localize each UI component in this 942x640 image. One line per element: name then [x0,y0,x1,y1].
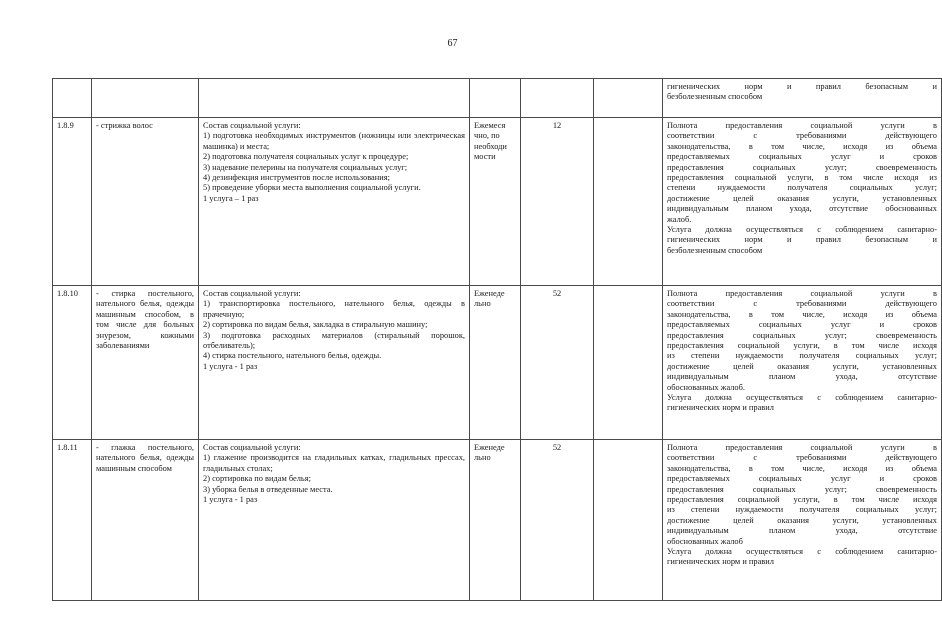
quality-line: индивидуальным планом ухода, отсутствие [667,372,937,382]
service-count: 52 [552,289,562,298]
quality-line: предоставляемых социальных услуг и сроков [667,320,937,330]
service-quality-cell [663,440,942,601]
service-content-line: 2) сортировка по видам белья; [203,474,311,484]
service-number-cell [53,286,92,440]
service-number-cell [53,440,92,601]
quality-line: безболезненным способом [667,92,763,102]
quality-line: достижение целей оказания услуги, установленных [667,193,937,203]
service-count-cell [521,440,594,601]
quality-line: соответствии с требованиями действующего [667,453,937,463]
quality-line: предоставления социальной услуги, в том числе исходя из [667,173,937,183]
service-quality-cell [663,286,942,440]
service-name: - глажка постельного, нательного белья, одежды машинным способом [96,443,194,473]
table-row [53,440,942,601]
service-content-line: 1 услуга - 1 раз [203,495,258,505]
service-number: 1.8.10 [57,289,78,298]
service-period-line: необходи [474,141,507,151]
service-number-cell [53,118,92,286]
service-number: 1.8.11 [57,443,78,452]
service-period-line: Еженеде [474,289,505,298]
quality-line: Услуга должна осуществляться с соблюдением санитарно- [667,393,937,403]
service-count: 52 [552,443,562,452]
quality-line: предоставления социальных услуг; своевременность [667,484,937,494]
empty-cell [594,79,663,118]
quality-line: законодательства, в том числе, исходя из объема [667,309,937,319]
quality-line: Услуга должна осуществляться с соблюдением санитарно- [667,225,937,235]
service-period-line: Ежемеся [474,121,506,130]
quality-line: обоснованных жалоб. [667,382,745,392]
service-period-cell [470,79,521,118]
quality-line: предоставления социальных услуг; своевременность [667,162,937,172]
service-content-cell [199,440,470,601]
quality-line: законодательства, в том числе, исходя из объема [667,463,937,473]
service-number-cell [53,79,92,118]
service-quality-cell [663,118,942,286]
quality-line: законодательства, в том числе, исходя из объема [667,141,937,151]
service-name-cell [92,79,199,118]
table-row [53,118,942,286]
quality-line: соответствии с требованиями действующего [667,131,937,141]
quality-line: соответствии с требованиями действующего [667,299,937,309]
service-content-line: 1 услуга - 1 раз [203,361,258,371]
quality-line: обоснованных жалоб [667,536,743,546]
service-period-line: льно [474,453,491,463]
quality-line: из степени нуждаемости получателя социальных услуг; [667,351,937,361]
service-content-cell [199,118,470,286]
service-content-line: 3) надевание пелерины на получателя социальных услуг; [203,162,408,172]
quality-line: гигиенических норм и правил [667,557,774,567]
service-content-line: 2) подготовка получателя социальных услуг к процедуре; [203,152,409,162]
quality-line: Полнота предоставления социальной услуги в [667,443,937,452]
service-number: 1.8.9 [57,121,74,130]
service-count-cell [521,118,594,286]
service-content-line: 1) подготовка необходимых инструментов (ножницы или электрическая машинка) и места; [203,131,465,151]
services-table [52,78,942,601]
quality-line: индивидуальным планом ухода, отсутствие обоснованных [667,204,937,214]
service-content-line: 4) дезинфекция инструментов после использования; [203,173,390,183]
quality-line: предоставляемых социальных услуг и сроков [667,474,937,484]
service-content-cell [199,79,470,118]
quality-line: Полнота предоставления социальной услуги в [667,121,937,130]
quality-line: предоставления социальной услуги, в том числе исходя [667,341,937,351]
service-name: - стрижка волос [96,121,153,130]
service-content-line: 1) транспортировка постельного, нательного белья, одежды в прачечную; [203,299,465,319]
service-content-line: 4) стирка постельного, нательного белья, одежды. [203,351,382,361]
service-count-cell [521,79,594,118]
table-row [53,286,942,440]
service-name-cell [92,118,199,286]
quality-line: предоставления социальной услуги, в том числе исходя [667,495,937,505]
service-name-cell [92,286,199,440]
service-content-line: 5) проведение уборки места выполнения социальной услуги. [203,183,421,193]
quality-line: из степени нуждаемости получателя социальных услуг; [667,505,937,515]
page-number: 67 [447,38,458,49]
table-row [53,79,942,118]
service-period-line: мости [474,152,496,162]
service-content-line: Состав социальной услуги: [203,443,301,452]
quality-line: гигиенических норм и правил безопасным и [667,235,937,245]
service-content-line: Состав социальной услуги: [203,289,301,298]
quality-line: достижение целей оказания услуги, установленных [667,361,937,371]
quality-line: гигиенических норм и правил безопасным и [667,82,937,91]
service-count-cell [521,286,594,440]
service-quality-cell [663,79,942,118]
service-content-line: 2) сортировка по видам белья, закладка в стиральную машину; [203,320,428,330]
service-period-line: льно [474,299,491,309]
service-period-cell [470,118,521,286]
service-name: - стирка постельного, нательного белья, одежды машинным способом, в том числе для больных энурезом, кожными заболеваниями [96,289,194,351]
service-period-line: Еженеде [474,443,505,452]
service-period-line: чно, по [474,131,500,141]
quality-line: Полнота предоставления социальной услуги в [667,289,937,298]
quality-line: Услуга должна осуществляться с соблюдением санитарно- [667,547,937,557]
services-table-body [53,79,942,601]
service-content-line: 1 услуга – 1 раз [203,193,259,203]
quality-line: предоставления социальных услуг; своевременность [667,330,937,340]
service-period-cell [470,440,521,601]
quality-line: индивидуальным планом ухода, отсутствие [667,526,937,536]
service-content-line: 1) глажение производится на гладильных катках, гладильных прессах, гладильных столах; [203,453,465,473]
quality-line: достижение целей оказания услуги, установленных [667,515,937,525]
service-name-cell [92,440,199,601]
empty-cell [594,118,663,286]
service-period-cell [470,286,521,440]
service-content-line: Состав социальной услуги: [203,121,301,130]
quality-line: жалоб. [667,214,692,224]
service-content-line: 3) подготовка расходных материалов (стиральный порошок, отбеливатель); [203,330,465,351]
empty-cell [594,286,663,440]
service-content-line: 3) уборка белья в отведенные места. [203,484,333,494]
service-count: 12 [552,121,562,130]
empty-cell [594,440,663,601]
quality-line: безболезненным способом [667,245,763,255]
quality-line: степени нуждаемости получателя социальных услуг; [667,183,937,193]
quality-line: предоставляемых социальных услуг и сроков [667,152,937,162]
service-content-cell [199,286,470,440]
quality-line: гигиенических норм и правил [667,403,774,413]
